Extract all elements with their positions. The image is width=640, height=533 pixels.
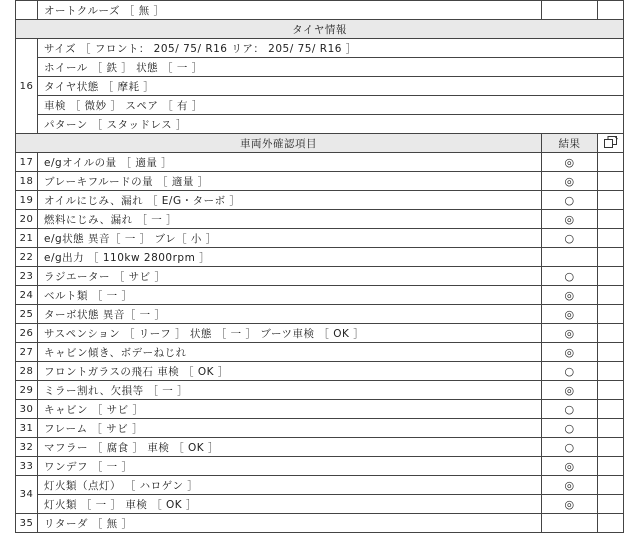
table-row (16, 210, 624, 229)
item-text: e/gオイルの量 ［ 適量 ］ (38, 153, 542, 172)
item-extra (598, 210, 624, 229)
item-extra (598, 153, 624, 172)
item-num: 29 (16, 381, 38, 400)
tire-inspection: 車検 ［ 微妙 ］ スペア ［ 有 ］ (38, 96, 624, 115)
item-extra (598, 248, 624, 267)
item-extra (598, 438, 624, 457)
table-row (16, 229, 624, 248)
tire-row (16, 115, 624, 134)
item-text: 灯火類 ［ 一 ］ 車検 ［ OK ］ (38, 495, 542, 514)
item-text: サスペンション ［ リーフ ］ 状態 ［ 一 ］ ブーツ車検 ［ OK ］ (38, 324, 542, 343)
item-extra (598, 191, 624, 210)
inspection-table (15, 0, 624, 533)
item-text: キャビン傾き、ボデーねじれ (38, 343, 542, 362)
check-section-title: 車両外確認項目 (16, 134, 542, 153)
item-extra (598, 400, 624, 419)
copy-icon[interactable] (598, 134, 624, 153)
item-extra (598, 381, 624, 400)
item-result: ○ (542, 419, 598, 438)
table-row (16, 248, 624, 267)
item-extra (598, 457, 624, 476)
item-text: ラジエーター ［ サビ ］ (38, 267, 542, 286)
result-header: 結果 (542, 134, 598, 153)
item-result: ◎ (542, 476, 598, 495)
item-text: オイルにじみ、漏れ ［ E/G・ターボ ］ (38, 191, 542, 210)
item-35-row (16, 514, 624, 533)
item-extra (598, 362, 624, 381)
item-result: ◎ (542, 324, 598, 343)
item-result: ○ (542, 267, 598, 286)
item-text: リターダ ［ 無 ］ (38, 514, 542, 533)
item-text: フレーム ［ サビ ］ (38, 419, 542, 438)
item-num: 32 (16, 438, 38, 457)
item-result: ◎ (542, 457, 598, 476)
tire-row (16, 77, 624, 96)
item-text: マフラー ［ 腐食 ］ 車検 ［ OK ］ (38, 438, 542, 457)
cruise-row (16, 1, 624, 20)
item-text: ミラー割れ、欠損等 ［ 一 ］ (38, 381, 542, 400)
item-result: ○ (542, 438, 598, 457)
table-row (16, 343, 624, 362)
item-num: 30 (16, 400, 38, 419)
item-text: e/g出力 ［ 110kw 2800rpm ］ (38, 248, 542, 267)
tire-num: 16 (16, 39, 38, 134)
item-num: 21 (16, 229, 38, 248)
item-num: 25 (16, 305, 38, 324)
cruise-value: ［ 無 ］ (123, 4, 165, 17)
check-section-header (16, 134, 624, 153)
item-text: e/g状態 異音［ 一 ］ ブレ［ 小 ］ (38, 229, 542, 248)
item-text: ターボ状態 異音［ 一 ］ (38, 305, 542, 324)
tire-section-title: タイヤ情報 (16, 20, 624, 39)
item-num: 23 (16, 267, 38, 286)
item-extra (598, 172, 624, 191)
item-result: ◎ (542, 305, 598, 324)
item-extra (598, 343, 624, 362)
table-row (16, 172, 624, 191)
item-num: 22 (16, 248, 38, 267)
item-num: 18 (16, 172, 38, 191)
table-row (16, 457, 624, 476)
item-text: ワンデフ ［ 一 ］ (38, 457, 542, 476)
item-text: 燃料にじみ、漏れ ［ 一 ］ (38, 210, 542, 229)
table-row (16, 191, 624, 210)
table-row (16, 305, 624, 324)
table-row (16, 419, 624, 438)
item-num: 27 (16, 343, 38, 362)
table-row (16, 286, 624, 305)
table-row (16, 438, 624, 457)
item-extra (598, 419, 624, 438)
tire-row (16, 96, 624, 115)
table-row (16, 267, 624, 286)
item-result: ○ (542, 191, 598, 210)
tire-size: サイズ ［ フロント： 205/ 75/ R16 リア： 205/ 75/ R16 ］ (38, 39, 624, 58)
item-num: 28 (16, 362, 38, 381)
item-result: ○ (542, 229, 598, 248)
item-result: ◎ (542, 381, 598, 400)
item-num: 20 (16, 210, 38, 229)
tire-condition: タイヤ状態 ［ 摩耗 ］ (38, 77, 624, 96)
check-items (16, 153, 624, 476)
item-num: 26 (16, 324, 38, 343)
table-row (16, 400, 624, 419)
table-row (16, 362, 624, 381)
item-result: ○ (542, 362, 598, 381)
table-row (16, 324, 624, 343)
item-result: ○ (542, 400, 598, 419)
item-extra (598, 305, 624, 324)
item-result: ◎ (542, 495, 598, 514)
item-result: ◎ (542, 286, 598, 305)
tire-section-header (16, 20, 624, 39)
item-text: フロントガラスの飛石 車検 ［ OK ］ (38, 362, 542, 381)
tire-wheel: ホイール ［ 鉄 ］ 状態 ［ 一 ］ (38, 58, 624, 77)
item-extra (598, 267, 624, 286)
tire-row (16, 39, 624, 58)
cruise-cell (38, 1, 542, 20)
item-extra (598, 324, 624, 343)
tire-pattern: パターン ［ スタッドレス ］ (38, 115, 624, 134)
tire-row (16, 58, 624, 77)
item-text: 灯火類（点灯） ［ ハロゲン ］ (38, 476, 542, 495)
item-text: ブレーキフルードの量 ［ 適量 ］ (38, 172, 542, 191)
item-num: 24 (16, 286, 38, 305)
item-result: ◎ (542, 343, 598, 362)
item-num: 33 (16, 457, 38, 476)
table-row (16, 153, 624, 172)
item-34-row (16, 476, 624, 495)
item-extra (598, 286, 624, 305)
item-result (542, 248, 598, 267)
item-result: ◎ (542, 210, 598, 229)
item-num: 34 (16, 476, 38, 514)
item-num: 17 (16, 153, 38, 172)
item-num: 35 (16, 514, 38, 533)
cruise-label: オートクルーズ (44, 4, 120, 17)
item-num: 31 (16, 419, 38, 438)
inspection-sheet (15, 0, 623, 530)
item-34-row (16, 495, 624, 514)
item-num: 19 (16, 191, 38, 210)
item-text: ベルト類 ［ 一 ］ (38, 286, 542, 305)
table-row (16, 381, 624, 400)
item-text: キャビン ［ サビ ］ (38, 400, 542, 419)
item-extra (598, 229, 624, 248)
item-result: ◎ (542, 172, 598, 191)
item-result: ◎ (542, 153, 598, 172)
